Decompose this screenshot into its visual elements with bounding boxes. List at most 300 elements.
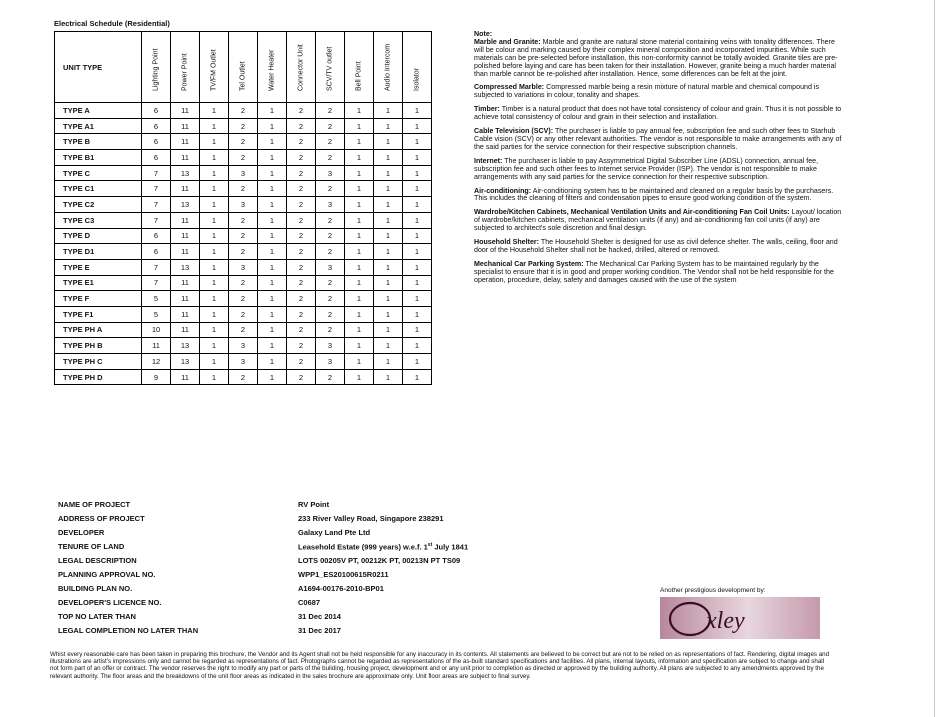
table-cell: 6 — [142, 228, 171, 244]
project-info-value-text: C0687 — [298, 598, 321, 607]
table-cell: 1 — [403, 244, 432, 260]
table-cell: 3 — [229, 197, 258, 213]
table-cell: 1 — [345, 181, 374, 197]
unit-type-cell: TYPE A — [55, 103, 142, 119]
unit-type-cell: TYPE D1 — [55, 244, 142, 260]
table-cell: 1 — [258, 181, 287, 197]
table-cell: 2 — [229, 322, 258, 338]
table-cell: 1 — [200, 103, 229, 119]
table-row — [55, 134, 432, 150]
note-title: Air-conditioning: — [474, 186, 532, 195]
table-cell: 1 — [200, 228, 229, 244]
unit-type-cell: TYPE E1 — [55, 275, 142, 291]
table-cell: 1 — [345, 103, 374, 119]
table-cell: 1 — [200, 244, 229, 260]
table-cell: 7 — [142, 197, 171, 213]
column-header — [374, 32, 403, 103]
note-text: Layout/ location of wardrobe/kitchen cabinets, mechanical ventilation units (if any) and air-conditioning fan coil units (if any) are subjected to architect's sole discretion and final design. — [474, 208, 842, 233]
note-text: Compressed marble being a resin mixture of natural marble and chemical compound is subjected to variations in colour, tonality and shapes. — [474, 83, 820, 100]
table-cell: 1 — [200, 306, 229, 322]
table-cell: 1 — [403, 197, 432, 213]
unit-type-cell: TYPE D — [55, 228, 142, 244]
table-row — [55, 306, 432, 322]
table-cell: 2 — [229, 244, 258, 260]
table-cell: 1 — [374, 306, 403, 322]
note-title: Compressed Marble: — [474, 83, 545, 92]
table-cell: 2 — [287, 291, 316, 307]
table-row — [55, 228, 432, 244]
oxley-logo — [660, 597, 820, 639]
table-row — [55, 275, 432, 291]
table-cell: 5 — [142, 291, 171, 307]
table-cell: 1 — [258, 306, 287, 322]
table-header-row — [55, 32, 432, 103]
project-info-label: TENURE OF LAND — [58, 542, 125, 551]
column-header-label: Connector Unit — [297, 44, 305, 91]
project-info-label: LEGAL DESCRIPTION — [58, 556, 137, 565]
column-header-label: Audio Intercom — [384, 43, 392, 91]
project-info-value-text: WPP1_ES20100615R0211 — [298, 570, 389, 579]
table-cell: 1 — [345, 118, 374, 134]
table-cell: 6 — [142, 150, 171, 166]
table-cell: 2 — [287, 134, 316, 150]
table-cell: 1 — [374, 197, 403, 213]
table-row — [55, 322, 432, 338]
table-cell: 1 — [258, 150, 287, 166]
column-header — [345, 32, 374, 103]
page-title: Electrical Schedule (Residential) — [54, 19, 170, 28]
project-info-value-text: RV Point — [298, 500, 330, 509]
table-cell: 1 — [200, 322, 229, 338]
table-cell: 2 — [229, 181, 258, 197]
table-cell: 1 — [403, 212, 432, 228]
table-cell: 1 — [403, 291, 432, 307]
table-cell: 3 — [229, 338, 258, 354]
table-cell: 1 — [403, 338, 432, 354]
table-cell: 1 — [345, 275, 374, 291]
table-cell: 1 — [374, 212, 403, 228]
table-cell: 10 — [142, 322, 171, 338]
table-row — [55, 354, 432, 370]
table-cell: 1 — [200, 150, 229, 166]
table-cell: 2 — [229, 306, 258, 322]
project-info-value-text: 31 Dec 2014 — [298, 612, 341, 621]
table-cell: 1 — [258, 103, 287, 119]
table-cell: 11 — [171, 228, 200, 244]
table-cell: 11 — [171, 118, 200, 134]
project-info-value — [298, 626, 341, 635]
table-row — [55, 291, 432, 307]
table-cell: 1 — [374, 369, 403, 385]
project-info-value — [298, 584, 384, 593]
project-info-value-text: LOTS 00205V PT, 00212K PT, 00213N PT TS09 — [298, 556, 461, 565]
table-cell: 2 — [316, 212, 345, 228]
column-header-label: TV/FM Outlet — [210, 49, 218, 91]
table-cell: 1 — [374, 103, 403, 119]
table-cell: 2 — [316, 306, 345, 322]
project-info-value — [298, 528, 370, 537]
table-cell: 1 — [374, 259, 403, 275]
table-cell: 2 — [287, 165, 316, 181]
table-cell: 2 — [316, 118, 345, 134]
table-cell: 2 — [316, 369, 345, 385]
table-cell: 1 — [258, 197, 287, 213]
project-info-value-text: A1694-00176-2010-BP01 — [298, 584, 384, 593]
note-item — [474, 128, 846, 152]
logo-text: xley — [706, 608, 745, 634]
note-item — [474, 239, 846, 255]
table-cell: 1 — [374, 354, 403, 370]
table-cell: 13 — [171, 338, 200, 354]
unit-type-cell: TYPE B — [55, 134, 142, 150]
table-cell: 7 — [142, 181, 171, 197]
table-cell: 5 — [142, 306, 171, 322]
table-cell: 1 — [403, 322, 432, 338]
table-cell: 13 — [171, 165, 200, 181]
project-info-value — [298, 612, 341, 621]
table-cell: 1 — [345, 306, 374, 322]
unit-type-cell: TYPE F — [55, 291, 142, 307]
table-cell: 7 — [142, 275, 171, 291]
table-cell: 2 — [287, 244, 316, 260]
table-cell: 9 — [142, 369, 171, 385]
project-info-value — [298, 542, 468, 552]
table-cell: 1 — [403, 118, 432, 134]
table-cell: 1 — [374, 181, 403, 197]
table-cell: 1 — [258, 369, 287, 385]
table-cell: 1 — [403, 259, 432, 275]
table-cell: 1 — [403, 134, 432, 150]
table-cell: 3 — [316, 165, 345, 181]
table-cell: 1 — [374, 291, 403, 307]
table-cell: 11 — [171, 291, 200, 307]
table-cell: 2 — [316, 291, 345, 307]
electrical-schedule-table — [54, 31, 432, 385]
table-cell: 1 — [374, 134, 403, 150]
table-cell: 2 — [287, 259, 316, 275]
table-cell: 11 — [171, 181, 200, 197]
column-header-label: Water Heater — [268, 49, 276, 91]
note-title: Household Shelter: — [474, 238, 540, 247]
table-cell: 2 — [229, 150, 258, 166]
table-cell: 12 — [142, 354, 171, 370]
note-title: Internet: — [474, 156, 503, 165]
unit-type-header: UNIT TYPE — [55, 32, 142, 103]
column-header — [171, 32, 200, 103]
table-cell: 3 — [316, 354, 345, 370]
table-cell: 6 — [142, 134, 171, 150]
table-cell: 1 — [374, 322, 403, 338]
table-cell: 3 — [316, 197, 345, 213]
developer-tagline: Another prestigious development by: — [660, 587, 766, 594]
table-cell: 2 — [316, 103, 345, 119]
table-cell: 2 — [316, 150, 345, 166]
table-cell: 11 — [171, 150, 200, 166]
table-row — [55, 150, 432, 166]
table-cell: 1 — [200, 165, 229, 181]
table-row — [55, 103, 432, 119]
table-cell: 2 — [287, 150, 316, 166]
table-cell: 2 — [229, 291, 258, 307]
table-cell: 3 — [316, 259, 345, 275]
table-cell: 2 — [316, 134, 345, 150]
table-cell: 11 — [171, 244, 200, 260]
page-edge-line — [934, 0, 935, 717]
table-cell: 3 — [316, 338, 345, 354]
project-info-value — [298, 556, 460, 565]
table-cell: 1 — [200, 369, 229, 385]
table-cell: 2 — [316, 275, 345, 291]
table-cell: 2 — [287, 354, 316, 370]
table-cell: 1 — [374, 275, 403, 291]
table-cell: 2 — [229, 228, 258, 244]
table-cell: 7 — [142, 212, 171, 228]
ordinal-suffix: st — [427, 542, 433, 548]
table-cell: 11 — [171, 306, 200, 322]
table-cell: 1 — [200, 259, 229, 275]
table-cell: 1 — [258, 118, 287, 134]
unit-type-cell: TYPE E — [55, 259, 142, 275]
table-cell: 1 — [345, 134, 374, 150]
project-info-value — [298, 570, 389, 579]
column-header — [403, 32, 432, 103]
note-text: The purchaser is liable to pay Assymmetrical Digital Subscriber Line (ADSL) connection, annual fee, subscription fee and such other fees to Internet service Provider (ISP). The vendor is not responsible to make arrangements with any said parties for the service connection for their respective subscription. — [474, 156, 819, 181]
table-row — [55, 369, 432, 385]
table-cell: 2 — [287, 275, 316, 291]
table-row — [55, 338, 432, 354]
table-cell: 2 — [229, 103, 258, 119]
table-cell: 2 — [287, 118, 316, 134]
table-cell: 1 — [374, 338, 403, 354]
table-cell: 1 — [200, 181, 229, 197]
table-cell: 2 — [287, 306, 316, 322]
table-row — [55, 165, 432, 181]
project-info-label: NAME OF PROJECT — [58, 500, 131, 509]
note-text: The purchaser is liable to pay annual fee, subscription fee and such other fees to Starhub Cable vision (SCV) or any other relevant authorities. The vendor is not responsible to make arrangements with any of the said parties for the service connection for their respective subscription channels. — [474, 127, 842, 151]
notes-list — [474, 39, 846, 285]
note-item — [474, 39, 846, 79]
table-cell: 1 — [374, 244, 403, 260]
table-cell: 1 — [258, 291, 287, 307]
note-text: The Household Shelter is designed for use as civil defence shelter. The walls, ceiling, floor and door of the Household Shelter shall not be hacked, drilled, altered or removed. — [474, 238, 838, 254]
unit-type-cell: TYPE PH B — [55, 338, 142, 354]
table-cell: 1 — [374, 228, 403, 244]
table-cell: 13 — [171, 197, 200, 213]
project-info-label: LEGAL COMPLETION NO LATER THAN — [58, 626, 199, 635]
table-cell: 1 — [345, 244, 374, 260]
table-cell: 1 — [403, 181, 432, 197]
table-cell: 6 — [142, 103, 171, 119]
column-header-label: Isolator — [413, 68, 421, 91]
unit-type-cell: TYPE C2 — [55, 197, 142, 213]
column-header-label: Power Point — [181, 53, 189, 91]
table-cell: 1 — [200, 197, 229, 213]
column-header — [142, 32, 171, 103]
table-cell: 2 — [229, 118, 258, 134]
table-cell: 1 — [403, 103, 432, 119]
table-cell: 1 — [403, 369, 432, 385]
table-cell: 1 — [374, 118, 403, 134]
table-cell: 2 — [229, 134, 258, 150]
table-cell: 1 — [345, 212, 374, 228]
notes-heading: Note: — [474, 30, 493, 38]
table-row — [55, 244, 432, 260]
column-header — [287, 32, 316, 103]
note-title: Wardrobe/Kitchen Cabinets, Mechanical Ventilation Units and Air-conditioning Fan Coil Units: — [474, 208, 790, 217]
unit-type-cell: TYPE PH C — [55, 354, 142, 370]
table-cell: 2 — [287, 322, 316, 338]
disclaimer-text: Whist every reasonable care has been taken in preparing this brochure, the Vendor and its Agent shall not be held responsible for any inaccuracy in its contents. All statements are believed to be correct but are not to be relied on as representations of fact. Rendering, digital images and illustrations are artist's impressions only and cannot be regarded as representations of fact. Photographs cannot be regarded as representations of the as-built standard specifications and facilities. All plans, internal layouts, information and specification are subject to change and shall not form part of an offer or contract. The vendor reserves the right to modify any part or parts of the building, housing project, development and or any unit prior to completion as directed or approved by the building authority. All plans are subjected to any amendments approved by the relevant authority. The floor areas and the breakdowns of the unit floor areas as indicated in the sales brochure are approximate only. Unit floor areas are subject to final survey. — [50, 651, 830, 680]
table-cell: 11 — [142, 338, 171, 354]
table-cell: 1 — [374, 165, 403, 181]
project-info-value — [298, 598, 320, 607]
table-cell: 3 — [229, 259, 258, 275]
project-info-label: PLANNING APPROVAL NO. — [58, 570, 156, 579]
table-row — [55, 212, 432, 228]
unit-type-cell: TYPE F1 — [55, 306, 142, 322]
table-cell: 2 — [287, 228, 316, 244]
table-cell: 11 — [171, 322, 200, 338]
table-cell: 2 — [287, 338, 316, 354]
table-cell: 1 — [200, 134, 229, 150]
table-cell: 1 — [345, 369, 374, 385]
table-cell: 11 — [171, 134, 200, 150]
table-cell: 11 — [171, 212, 200, 228]
note-item — [474, 188, 846, 204]
table-cell: 11 — [171, 103, 200, 119]
table-cell: 11 — [171, 275, 200, 291]
table-cell: 6 — [142, 244, 171, 260]
table-cell: 1 — [403, 306, 432, 322]
project-info-value-suffix: July 1841 — [432, 542, 469, 552]
table-cell: 1 — [345, 291, 374, 307]
unit-type-cell: TYPE PH D — [55, 369, 142, 385]
table-cell: 1 — [258, 134, 287, 150]
table-row — [55, 259, 432, 275]
table-cell: 3 — [229, 165, 258, 181]
table-cell: 1 — [258, 259, 287, 275]
table-cell: 2 — [316, 244, 345, 260]
table-row — [55, 197, 432, 213]
oxley-logo-graphic — [660, 597, 820, 639]
note-item — [474, 209, 846, 233]
note-title: Mechanical Car Parking System: — [474, 259, 584, 268]
note-item — [474, 106, 846, 122]
table-cell: 1 — [403, 228, 432, 244]
column-header-label: Tel Outlet — [239, 61, 247, 91]
table-cell: 1 — [345, 322, 374, 338]
table-cell: 2 — [229, 275, 258, 291]
table-cell: 1 — [200, 118, 229, 134]
unit-type-cell: TYPE PH A — [55, 322, 142, 338]
notes-section — [474, 31, 846, 291]
table-cell: 2 — [316, 181, 345, 197]
table-cell: 2 — [229, 212, 258, 228]
note-text: Air-conditioning system has to be maintained and cleaned on a regular basis by the purchasers. This includes the cleaning of filters and condensation pipes to ensure good working condition of the system. — [474, 186, 834, 203]
table-cell: 3 — [229, 354, 258, 370]
table-cell: 7 — [142, 259, 171, 275]
table-cell: 1 — [374, 150, 403, 166]
table-cell: 1 — [345, 150, 374, 166]
table-cell: 1 — [258, 212, 287, 228]
table-cell: 1 — [345, 165, 374, 181]
table-cell: 1 — [345, 228, 374, 244]
project-info-value-text: 233 River Valley Road, Singapore 238291 — [298, 514, 444, 523]
unit-type-cell: TYPE B1 — [55, 150, 142, 166]
table-cell: 1 — [345, 197, 374, 213]
table-cell: 1 — [258, 354, 287, 370]
note-text: Marble and granite are natural stone material containing veins with tonality differences. There will be colour and marking caused by their complex mineral composition and incorporated impurities. While such materials can be pre-selected before installation, this non-conformity cannot be totally avoided. Granite tiles are pre-polished before laying and care has been taken for their installation. However, granite being a much harder material than marble cannot be re-polished after installation. Hence, some differences can be felt at the joint. — [474, 37, 838, 78]
table-cell: 2 — [316, 228, 345, 244]
note-item — [474, 158, 846, 182]
table-cell: 2 — [229, 369, 258, 385]
project-info-label: BUILDING PLAN NO. — [58, 584, 133, 593]
table-cell: 11 — [171, 369, 200, 385]
table-cell: 1 — [258, 338, 287, 354]
project-info-label: DEVELOPER'S LICENCE NO. — [58, 598, 162, 607]
column-header-label: Lighting Point — [152, 48, 160, 91]
table-cell: 1 — [258, 228, 287, 244]
note-text: Timber is a natural product that does not have total consistency of colour and grain. Thus it is not possible to achieve total consistency of colour and grain in their selection and installation. — [474, 105, 842, 122]
table-cell: 1 — [403, 165, 432, 181]
table-cell: 1 — [258, 322, 287, 338]
table-cell: 1 — [403, 275, 432, 291]
column-header — [200, 32, 229, 103]
unit-type-cell: TYPE C — [55, 165, 142, 181]
table-cell: 1 — [345, 338, 374, 354]
table-cell: 2 — [287, 197, 316, 213]
table-cell: 6 — [142, 118, 171, 134]
project-info-value-text: 31 Dec 2017 — [298, 626, 341, 635]
project-info-label: TOP NO LATER THAN — [58, 612, 136, 621]
table-cell: 2 — [287, 369, 316, 385]
note-text: The Mechanical Car Parking System has to be maintained regularly by the specialist to ensure that it is in good and proper working condition. The Vendor shall not be held responsible for the operation, procedure, delay, safety and damages caused with the use of the system — [474, 259, 834, 284]
table-cell: 1 — [258, 165, 287, 181]
table-cell: 1 — [200, 275, 229, 291]
table-body — [55, 103, 432, 385]
note-item — [474, 84, 846, 100]
unit-type-cell: TYPE A1 — [55, 118, 142, 134]
table-cell: 1 — [258, 275, 287, 291]
table-cell: 2 — [287, 103, 316, 119]
table-cell: 1 — [345, 354, 374, 370]
column-header-label: Bell Point — [355, 61, 363, 91]
table-cell: 1 — [200, 291, 229, 307]
table-cell: 13 — [171, 259, 200, 275]
unit-type-cell: TYPE C3 — [55, 212, 142, 228]
project-info-value — [298, 500, 329, 509]
table-cell: 2 — [287, 212, 316, 228]
table-cell: 1 — [345, 259, 374, 275]
project-info-label: DEVELOPER — [58, 528, 105, 537]
table-cell: 1 — [403, 150, 432, 166]
table-cell: 2 — [287, 181, 316, 197]
note-title: Cable Television (SCV): — [474, 127, 554, 136]
note-title: Timber: — [474, 105, 500, 114]
table-cell: 1 — [200, 354, 229, 370]
project-info-label: ADDRESS OF PROJECT — [58, 514, 145, 523]
column-header — [258, 32, 287, 103]
project-info-value-text: Leasehold Estate (999 years) w.e.f. 1 — [298, 542, 428, 552]
table-cell: 2 — [316, 322, 345, 338]
column-header — [316, 32, 345, 103]
table-row — [55, 118, 432, 134]
table-cell: 13 — [171, 354, 200, 370]
table-row — [55, 181, 432, 197]
table-cell: 7 — [142, 165, 171, 181]
column-header-label: SCV/TV outlet — [326, 46, 334, 91]
table-cell: 1 — [403, 354, 432, 370]
